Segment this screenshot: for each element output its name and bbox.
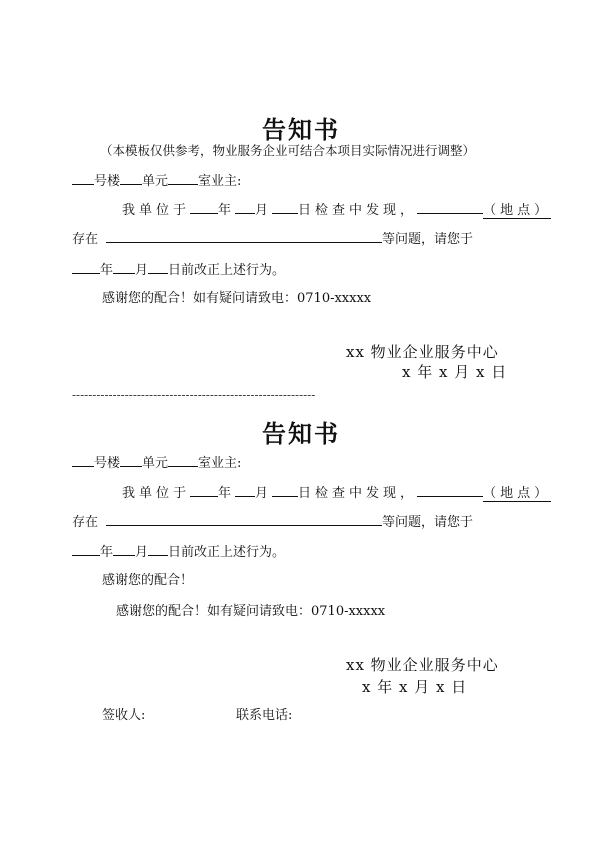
location-blank[interactable] bbox=[417, 483, 483, 497]
found-month-label: 月 bbox=[255, 203, 273, 218]
location-blank[interactable] bbox=[417, 200, 483, 214]
exist-suffix: 等问题，请您于 bbox=[382, 232, 474, 247]
deadline-year-label: 年 bbox=[100, 545, 114, 560]
notice2-date: x 年 x 月 x 日 bbox=[362, 678, 468, 696]
notice2-exist-line bbox=[72, 512, 473, 532]
notice1-deadline-line bbox=[72, 260, 285, 280]
unit-label: 单元 bbox=[142, 174, 169, 189]
issue-blank[interactable] bbox=[106, 229, 382, 243]
deadline-year-blank[interactable] bbox=[72, 542, 100, 556]
notice1-template-note: （本模板仅供参考，物业服务企业可结合本项目实际情况进行调整） bbox=[100, 143, 476, 158]
notice2-org: xx 物业企业服务中心 bbox=[346, 656, 499, 674]
deadline-month-blank[interactable] bbox=[113, 260, 135, 274]
issue-blank[interactable] bbox=[106, 512, 382, 526]
notice1-title: 告知书 bbox=[262, 115, 340, 144]
exist-prefix: 存在 bbox=[72, 232, 99, 247]
notice2-found-line bbox=[122, 483, 551, 503]
notice1-date: x 年 x 月 x 日 bbox=[402, 363, 508, 381]
sign-receiver-label: 签收人: bbox=[102, 708, 146, 723]
room-owner-label: 室业主: bbox=[198, 174, 242, 189]
found-prefix: 我单位于 bbox=[122, 486, 191, 501]
notice2-thanks-short: 感谢您的配合！ bbox=[102, 573, 194, 588]
unit-label: 单元 bbox=[142, 456, 169, 471]
found-prefix: 我单位于 bbox=[122, 203, 191, 218]
deadline-day-blank[interactable] bbox=[148, 542, 168, 556]
deadline-month-blank[interactable] bbox=[113, 542, 135, 556]
found-day-label: 日检查中发现， bbox=[298, 486, 418, 501]
found-day-blank[interactable] bbox=[272, 483, 298, 497]
notice2-deadline-line bbox=[72, 542, 285, 562]
notice2-thanks: 感谢您的配合！如有疑问请致电：0710-xxxxx bbox=[116, 604, 386, 619]
deadline-suffix: 日前改正上述行为。 bbox=[168, 545, 286, 560]
contact-phone-label: 联系电话: bbox=[236, 708, 293, 723]
found-day-blank[interactable] bbox=[272, 200, 298, 214]
notice2-address-line bbox=[72, 453, 241, 473]
deadline-suffix: 日前改正上述行为。 bbox=[168, 263, 286, 278]
notice1-thanks: 感谢您的配合！如有疑问请致电：0710-xxxxx bbox=[102, 291, 372, 306]
building-label: 号楼 bbox=[94, 174, 121, 189]
deadline-month-label: 月 bbox=[135, 545, 149, 560]
found-month-label: 月 bbox=[255, 486, 273, 501]
notice1-address-line bbox=[72, 171, 241, 191]
unit-blank[interactable] bbox=[120, 453, 142, 467]
room-owner-label: 室业主: bbox=[198, 456, 242, 471]
found-year-label: 年 bbox=[218, 486, 236, 501]
room-blank[interactable] bbox=[168, 453, 198, 467]
location-label: （地点） bbox=[483, 486, 552, 501]
deadline-day-blank[interactable] bbox=[148, 260, 168, 274]
found-day-label: 日检查中发现， bbox=[298, 203, 418, 218]
deadline-year-blank[interactable] bbox=[72, 260, 100, 274]
cut-separator: ------------------------------------------------------------ bbox=[72, 388, 316, 402]
found-year-blank[interactable] bbox=[190, 200, 218, 214]
found-year-label: 年 bbox=[218, 203, 236, 218]
exist-prefix: 存在 bbox=[72, 515, 99, 530]
unit-blank[interactable] bbox=[120, 171, 142, 185]
location-label: （地点） bbox=[483, 203, 552, 218]
found-month-blank[interactable] bbox=[235, 200, 255, 214]
building-label: 号楼 bbox=[94, 456, 121, 471]
found-year-blank[interactable] bbox=[190, 483, 218, 497]
deadline-year-label: 年 bbox=[100, 263, 114, 278]
found-month-blank[interactable] bbox=[235, 483, 255, 497]
exist-suffix: 等问题，请您于 bbox=[382, 515, 474, 530]
building-blank[interactable] bbox=[72, 453, 94, 467]
notice1-found-line bbox=[122, 200, 551, 220]
building-blank[interactable] bbox=[72, 171, 94, 185]
notice2-title: 告知书 bbox=[262, 419, 340, 448]
notice1-org: xx 物业企业服务中心 bbox=[346, 343, 499, 361]
deadline-month-label: 月 bbox=[135, 263, 149, 278]
notice1-exist-line bbox=[72, 229, 473, 249]
room-blank[interactable] bbox=[168, 171, 198, 185]
